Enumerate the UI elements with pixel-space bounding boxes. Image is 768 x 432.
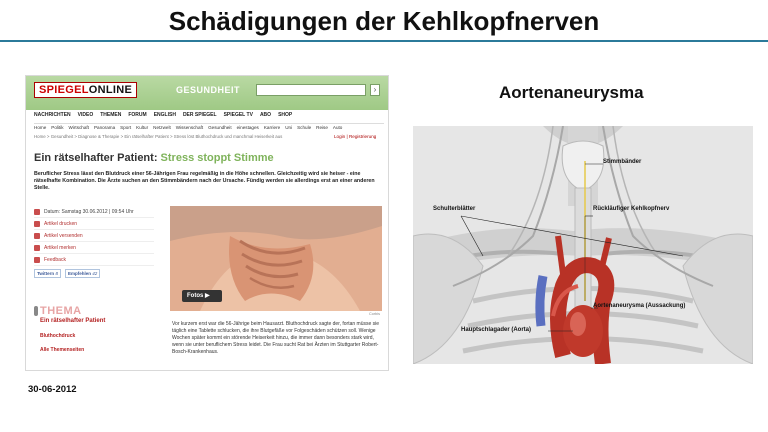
article-lead: Beruflicher Stress lässt den Blutdruck einer 56-Jährigen Frau regelmäßig in die Höhe schnellen. Gleichzeitig wird sie heiser - eine rätselhafte Kombination. Die Ärzte suchen an den Stimmbändern nach der Ursache. Fündig werden sie allerdings erst an einer anderen Stelle. bbox=[34, 171, 375, 191]
subnav-item[interactable]: einestages bbox=[236, 125, 259, 130]
photo-credit: Corbis bbox=[369, 312, 380, 316]
feedback-icon bbox=[34, 257, 40, 263]
article-meta bbox=[34, 206, 154, 278]
label-vocal-cords: Stimmbänder bbox=[603, 159, 642, 165]
subnav-item[interactable]: Panorama bbox=[93, 125, 116, 130]
main-navigation bbox=[34, 112, 384, 122]
anatomy-illustration bbox=[413, 126, 753, 364]
anatomy-title: Aortenaneurysma bbox=[499, 83, 644, 102]
thema-label: THEMA bbox=[40, 305, 82, 317]
pin-icon bbox=[34, 306, 38, 316]
send-article-link[interactable]: Artikel versenden bbox=[44, 232, 83, 239]
facebook-like-button[interactable] bbox=[65, 269, 100, 278]
section-name: GESUNDHEIT bbox=[176, 85, 241, 95]
subnav-item[interactable]: Gesundheit bbox=[208, 125, 232, 130]
print-article-row[interactable] bbox=[34, 218, 154, 230]
send-article-row[interactable] bbox=[34, 230, 154, 242]
facebook-label: Empfehlen bbox=[67, 271, 91, 276]
feedback-row[interactable] bbox=[34, 254, 154, 266]
subnav-item[interactable]: Kultur bbox=[136, 125, 149, 130]
photos-button-label: Fotos bbox=[187, 293, 204, 299]
headline-main: Ein rätselhafter Patient: bbox=[34, 152, 158, 164]
subnav-item[interactable]: Uni bbox=[285, 125, 293, 130]
label-aneurysm: Aortenaneurysma (Aussackung) bbox=[593, 303, 686, 309]
nav-item[interactable]: ABO bbox=[259, 112, 272, 118]
newspaper-header bbox=[26, 76, 389, 110]
subnav-item[interactable]: Netzwelt bbox=[153, 125, 171, 130]
thema-title-link[interactable]: Ein rätselhafter Patient bbox=[40, 318, 106, 324]
logo-right: ONLINE bbox=[88, 84, 133, 96]
headline-accent: Stress stoppt Stimme bbox=[160, 152, 274, 164]
feedback-link[interactable]: Feedback bbox=[44, 256, 66, 263]
nav-item[interactable]: DER SPIEGEL bbox=[182, 112, 217, 118]
nav-item[interactable]: SHOP bbox=[278, 112, 293, 118]
nav-item[interactable]: NACHRICHTEN bbox=[34, 112, 71, 118]
newspaper-screenshot bbox=[25, 75, 389, 371]
bookmark-icon bbox=[34, 245, 40, 251]
meta-date-row bbox=[34, 206, 154, 218]
subnav-item[interactable]: Auto bbox=[332, 125, 343, 130]
thema-link-bluthochdruck[interactable]: Bluthochdruck bbox=[40, 333, 76, 339]
nav-item[interactable]: THEMEN bbox=[100, 112, 122, 118]
article-body: Vor kurzem erst war die 56-Jährige beim Hausarzt. Bluthochdruck sagte der, fortan müsse sie täglich eine Tablette schlucken, die ihre Blutgefäße vor Folgeschäden schützen soll. Wenige Wochen später kommt ein störende Heiserkeit hinzu, die immer dann besonders stark wird, wenn sie unter beruflichem Stress leidet. Die Frau sucht Rat bei Ärzten im Stuttgarter Robert-Bosch-Krankenhaus. bbox=[172, 321, 380, 355]
twitter-label: Twittern bbox=[37, 271, 55, 276]
nav-item[interactable]: VIDEO bbox=[77, 112, 94, 118]
subnav-item[interactable]: Wirtschaft bbox=[68, 125, 89, 130]
article-headline bbox=[34, 152, 274, 164]
label-aorta: Hauptschlagader (Aorta) bbox=[461, 327, 532, 333]
bookmark-article-row[interactable] bbox=[34, 242, 154, 254]
thema-link-all-topics[interactable]: Alle Themenseiten bbox=[40, 347, 85, 353]
label-shoulder-blades: Schulterblätter bbox=[433, 206, 476, 212]
photos-button[interactable]: Fotos ▶ bbox=[182, 290, 222, 302]
twitter-button[interactable] bbox=[34, 269, 61, 278]
bookmark-article-link[interactable]: Artikel merken bbox=[44, 244, 76, 251]
social-buttons bbox=[34, 269, 154, 278]
label-recurrent-nerve: Rückläufiger Kehlkopfnerv bbox=[593, 206, 670, 212]
facebook-count: 42 bbox=[92, 271, 98, 276]
nav-item[interactable]: SPIEGEL TV bbox=[223, 112, 253, 118]
slide-title: Schädigungen der Kehlkopfnerven bbox=[168, 6, 600, 36]
breadcrumb: Home > Gesundheit > Diagnose & Therapie > Ein rätselhafter Patient > Stress löst Bluthochdruck und manchmal Heiserkeit aus bbox=[34, 134, 283, 139]
subnav-item[interactable]: Karriere bbox=[263, 125, 281, 130]
sub-navigation bbox=[34, 123, 384, 132]
nav-item[interactable]: ENGLISH bbox=[153, 112, 176, 118]
search-input[interactable] bbox=[256, 84, 366, 96]
nav-item[interactable]: FORUM bbox=[128, 112, 147, 118]
twitter-count: 8 bbox=[55, 271, 58, 276]
print-article-link[interactable]: Artikel drucken bbox=[44, 220, 78, 227]
meta-date: Datum: Samstag 30.06.2012 | 09:54 Uhr bbox=[44, 208, 134, 215]
subnav-item[interactable]: Sport bbox=[120, 125, 132, 130]
search-button[interactable]: › bbox=[370, 84, 380, 96]
spiegel-online-logo bbox=[34, 82, 137, 98]
login-link[interactable]: Login | Registrierung bbox=[334, 134, 377, 139]
title-divider bbox=[0, 40, 768, 42]
mail-icon bbox=[34, 233, 40, 239]
slide-date: 30-06-2012 bbox=[28, 384, 77, 395]
subnav-item[interactable]: Reise bbox=[316, 125, 328, 130]
subnav-item[interactable]: Schule bbox=[297, 125, 312, 130]
subnav-item[interactable]: Home bbox=[34, 125, 47, 130]
logo-left: SPIEGEL bbox=[39, 84, 89, 96]
print-icon bbox=[34, 221, 40, 227]
calendar-icon bbox=[34, 209, 40, 215]
subnav-item[interactable]: Wissenschaft bbox=[175, 125, 204, 130]
subnav-item[interactable]: Politik bbox=[51, 125, 64, 130]
